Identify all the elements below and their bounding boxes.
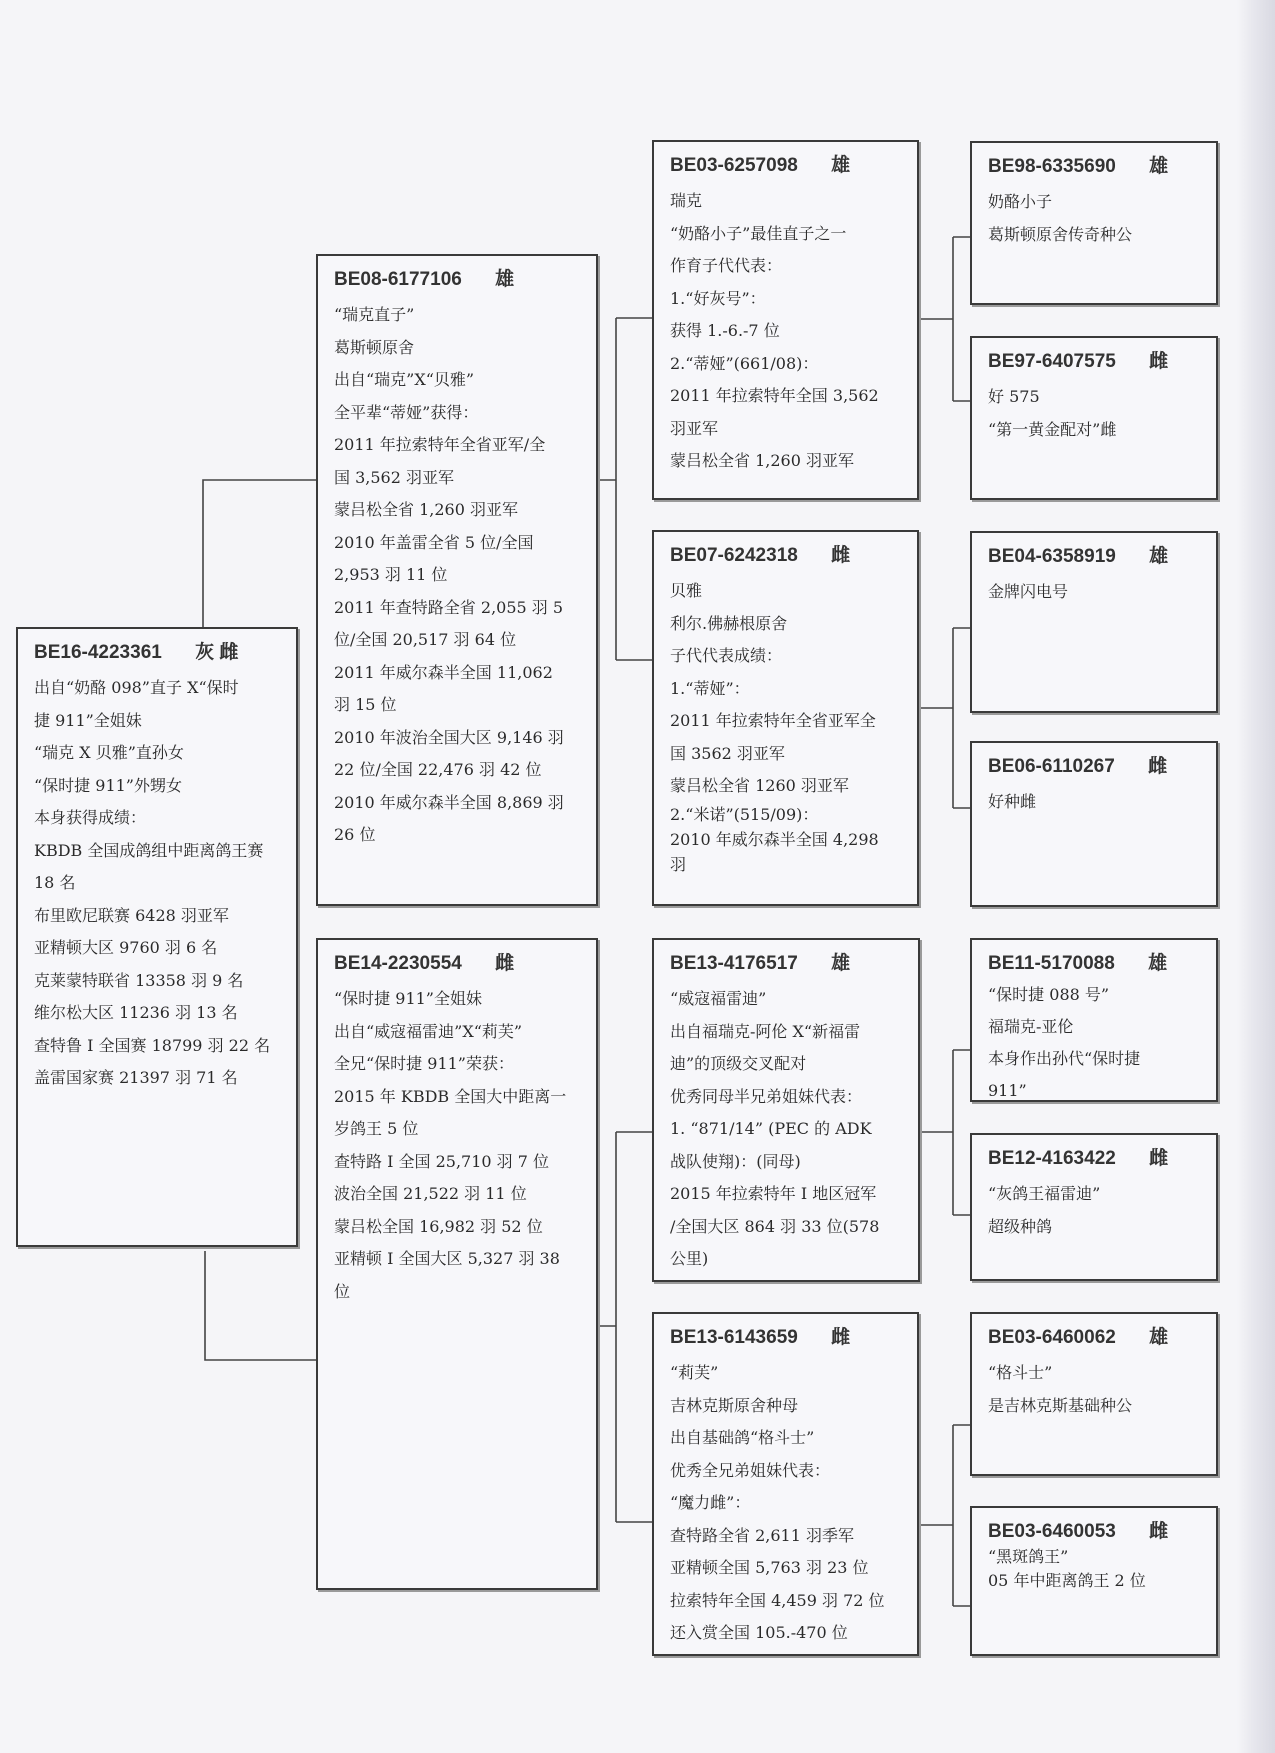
- ring-number: BE16-4223361: [34, 642, 162, 663]
- card-header: [988, 1516, 1202, 1543]
- ring-number: BE03-6460062: [988, 1327, 1116, 1348]
- info-line: 岁鸽王 5 位: [334, 1119, 419, 1138]
- card-header: [988, 346, 1202, 373]
- info-line: 好 575: [988, 387, 1040, 406]
- info-line: 贝雅: [670, 581, 703, 600]
- sire-dam-card: [652, 530, 919, 906]
- info-line: 波治全国 21,522 羽 11 位: [334, 1184, 527, 1203]
- ring-number: BE04-6358919: [988, 546, 1116, 567]
- info-line: 2.“蒂娅”(661/08)：: [670, 353, 819, 373]
- card-header: [670, 1322, 903, 1349]
- ring-number: BE07-6242318: [670, 545, 798, 566]
- dd-dam-card: [970, 1506, 1218, 1656]
- sire-card: [316, 254, 598, 906]
- info-line: 优秀全兄弟姐妹代表：: [670, 1460, 831, 1480]
- info-line: 2011 年拉索特年全国 3,562: [670, 386, 879, 405]
- info-line: 瑞克: [670, 191, 703, 210]
- info-line: 2011 年拉索特年全省亚军全: [670, 711, 876, 730]
- sex-label: 雄: [1149, 546, 1169, 567]
- info-line: 蒙吕松全省 1,260 羽亚军: [334, 500, 518, 519]
- sex-label: 雌: [1148, 756, 1168, 777]
- sex-label: 雌: [1149, 351, 1169, 372]
- info-line: 全平辈“蒂娅”获得：: [334, 402, 479, 422]
- info-line: 捷 911”全姐妹: [34, 710, 142, 730]
- info-line: 公里): [670, 1249, 709, 1268]
- info-line: 出自“威寇福雷迪”X“莉芙”: [334, 1021, 523, 1041]
- info-line: “瑞克直子”: [334, 305, 415, 324]
- info-line: 2010 年威尔森半全国 4,298: [670, 829, 879, 849]
- info-line: 位: [334, 1281, 351, 1301]
- info-line: 26 位: [334, 825, 376, 844]
- info-line: “奶酪小子”最佳直子之一: [670, 223, 847, 243]
- sex-label: 雄: [831, 155, 851, 176]
- card-header: [988, 1322, 1202, 1349]
- info-line: 2.“米诺”(515/09)：: [670, 804, 819, 824]
- info-line: 蒙吕松全省 1,260 羽亚军: [670, 451, 854, 470]
- info-line: 911”: [988, 1081, 1027, 1100]
- sex-label: 雌: [831, 545, 851, 566]
- ss-dam-card: [970, 336, 1218, 500]
- sex-label: 雌: [495, 953, 515, 974]
- info-line: “莉芙”: [670, 1363, 719, 1382]
- info-line: 2010 年威尔森半全国 8,869 羽: [334, 792, 564, 812]
- info-line: 2010 年盖雷全省 5 位/全国: [334, 532, 534, 552]
- info-line: 克莱蒙特联省 13358 羽 9 名: [34, 970, 244, 990]
- info-line: 战队使翔)：(同母): [670, 1151, 801, 1171]
- card-body: [670, 185, 903, 478]
- info-line: 出自“瑞克”X“贝雅”: [334, 370, 475, 389]
- info-line: “灰鸽王福雷迪”: [988, 1184, 1101, 1203]
- sex-label: 雄: [1149, 156, 1169, 177]
- info-line: 1.“好灰号”：: [670, 288, 766, 308]
- info-line: 国 3562 羽亚军: [670, 743, 785, 763]
- card-header: [988, 1143, 1202, 1170]
- sex-label: 雌: [831, 1327, 851, 1348]
- sex-label: 雌: [1149, 1521, 1169, 1542]
- ring-number: BE12-4163422: [988, 1148, 1116, 1169]
- info-line: KBDB 全国成鸽组中距离鸽王赛: [34, 840, 264, 860]
- info-line: 查特路 I 全国 25,710 羽 7 位: [334, 1151, 550, 1171]
- info-line: 还入赏全国 105.-470 位: [670, 1623, 848, 1642]
- info-line: “格斗士”: [988, 1363, 1053, 1382]
- dd-sire-card: [970, 1312, 1218, 1476]
- info-line: “保时捷 911”外甥女: [34, 775, 182, 795]
- dam-card: [316, 938, 598, 1590]
- info-line: 查特路全省 2,611 羽季军: [670, 1525, 854, 1545]
- sex-label: 雄: [1149, 1327, 1169, 1348]
- sex-label: 雄: [1148, 953, 1168, 974]
- info-line: 迪”的顶级交叉配对: [670, 1054, 807, 1073]
- info-line: 1. “871/14” (PEC 的 ADK: [670, 1119, 872, 1138]
- ring-number: BE14-2230554: [334, 953, 462, 974]
- info-line: /全国大区 864 羽 33 位(578: [670, 1216, 880, 1236]
- info-line: 维尔松大区 11236 羽 13 名: [34, 1003, 238, 1022]
- info-line: 2011 年威尔森半全国 11,062: [334, 662, 553, 682]
- card-header: [988, 751, 1202, 778]
- info-line: 拉索特年全国 4,459 羽 72 位: [670, 1590, 885, 1610]
- info-line: 好种雌: [988, 792, 1037, 811]
- card-header: [34, 637, 282, 664]
- info-line: 羽亚军: [670, 418, 719, 438]
- ds-sire-card: [970, 938, 1218, 1102]
- info-line: 本身获得成绩：: [34, 808, 147, 827]
- sex-label: 雄: [831, 953, 851, 974]
- info-line: “黑斑鸽王”: [988, 1547, 1069, 1566]
- sd-dam-card: [970, 741, 1218, 907]
- info-line: 2015 年拉索特年 I 地区冠军: [670, 1184, 877, 1203]
- sex-label: 灰 雌: [195, 642, 239, 663]
- info-line: 出自福瑞克-阿伦 X“新福雷: [670, 1021, 861, 1041]
- ring-number: BE97-6407575: [988, 351, 1116, 372]
- info-line: 查特鲁 I 全国赛 18799 羽 22 名: [34, 1035, 271, 1055]
- info-line: 蒙吕松全国 16,982 羽 52 位: [334, 1216, 543, 1236]
- info-line: 葛斯顿原舍传奇种公: [988, 224, 1133, 244]
- card-header: [988, 151, 1202, 178]
- ds-dam-card: [970, 1133, 1218, 1281]
- sex-label: 雌: [1149, 1148, 1169, 1169]
- card-body: [670, 575, 903, 877]
- info-line: 22 位/全国 22,476 羽 42 位: [334, 760, 542, 779]
- info-line: 国 3,562 羽亚军: [334, 467, 454, 487]
- info-line: 葛斯顿原舍: [334, 337, 415, 357]
- dam-sire-card: [652, 938, 920, 1282]
- card-body: [670, 1357, 903, 1650]
- card-header: [988, 541, 1202, 568]
- info-line: 2,953 羽 11 位: [334, 565, 448, 584]
- ring-number: BE06-6110267: [988, 756, 1115, 777]
- subject-pigeon-card: [16, 627, 298, 1247]
- info-line: 05 年中距离鸽王 2 位: [988, 1571, 1146, 1590]
- info-line: 是吉林克斯基础种公: [988, 1395, 1133, 1415]
- info-line: 1.“蒂娅”：: [670, 678, 750, 698]
- info-line: 作育子代代表：: [670, 256, 783, 275]
- info-line: 子代代表成绩：: [670, 646, 783, 665]
- info-line: 亚精顿 I 全国大区 5,327 羽 38: [334, 1249, 560, 1268]
- info-line: 18 名: [34, 873, 76, 892]
- info-line: 奶酪小子: [988, 192, 1053, 211]
- info-line: 2010 年波治全国大区 9,146 羽: [334, 727, 564, 747]
- info-line: 全兄“保时捷 911”荣获：: [334, 1054, 514, 1073]
- info-line: “瑞克 X 贝雅”直孙女: [34, 743, 184, 762]
- info-line: “魔力雌”：: [670, 1493, 751, 1512]
- ring-number: BE03-6460053: [988, 1521, 1116, 1542]
- info-line: 布里欧尼联赛 6428 羽亚军: [34, 905, 229, 925]
- info-line: 吉林克斯原舍种母: [670, 1395, 799, 1415]
- card-header: [670, 150, 903, 177]
- sire-sire-card: [652, 140, 919, 500]
- info-line: 2011 年查特路全省 2,055 羽 5: [334, 597, 564, 617]
- info-line: “威寇福雷迪”: [670, 989, 767, 1008]
- card-header: [670, 948, 904, 975]
- info-line: 出自基础鸽“格斗士”: [670, 1428, 815, 1447]
- ring-number: BE13-6143659: [670, 1327, 798, 1348]
- info-line: 出自“奶酪 098”直子 X“保时: [34, 678, 239, 697]
- ss-sire-card: [970, 141, 1218, 305]
- ring-number: BE13-4176517: [670, 953, 798, 974]
- info-line: 亚精顿大区 9760 羽 6 名: [34, 938, 218, 957]
- ring-number: BE11-5170088: [988, 953, 1115, 974]
- card-header: [334, 264, 582, 291]
- info-line: 羽: [670, 854, 687, 874]
- info-line: 2011 年拉索特年全省亚军/全: [334, 435, 546, 454]
- card-header: [670, 540, 903, 567]
- ring-number: BE98-6335690: [988, 156, 1116, 177]
- info-line: “第一黄金配对”雌: [988, 419, 1117, 439]
- info-line: 2015 年 KBDB 全国大中距离一: [334, 1086, 567, 1106]
- ring-number: BE03-6257098: [670, 155, 798, 176]
- info-line: 位/全国 20,517 羽 64 位: [334, 630, 517, 649]
- ring-number: BE08-6177106: [334, 269, 462, 290]
- info-line: 福瑞克-亚伦: [988, 1017, 1074, 1036]
- dam-dam-card: [652, 1312, 919, 1656]
- info-line: “保时捷 088 号”: [988, 985, 1110, 1004]
- card-body: [670, 983, 904, 1276]
- info-line: 本身作出孙代“保时捷: [988, 1049, 1141, 1068]
- info-line: “保时捷 911”全姐妹: [334, 989, 482, 1008]
- card-body: [34, 672, 282, 1095]
- card-header: [988, 948, 1202, 975]
- info-line: 超级种鸽: [988, 1216, 1053, 1236]
- info-line: 优秀同母半兄弟姐妹代表：: [670, 1086, 863, 1106]
- info-line: 金牌闪电号: [988, 582, 1069, 601]
- card-header: [334, 948, 582, 975]
- card-body: [334, 299, 582, 852]
- info-line: 获得 1.-6.-7 位: [670, 321, 780, 340]
- info-line: 盖雷国家赛 21397 羽 71 名: [34, 1068, 238, 1087]
- info-line: 亚精顿全国 5,763 羽 23 位: [670, 1558, 869, 1577]
- card-body: [334, 983, 582, 1308]
- info-line: 蒙吕松全省 1260 羽亚军: [670, 776, 849, 795]
- sex-label: 雄: [495, 269, 515, 290]
- sd-sire-card: [970, 531, 1218, 713]
- info-line: 利尔.佛赫根原舍: [670, 613, 788, 633]
- info-line: 羽 15 位: [334, 695, 397, 714]
